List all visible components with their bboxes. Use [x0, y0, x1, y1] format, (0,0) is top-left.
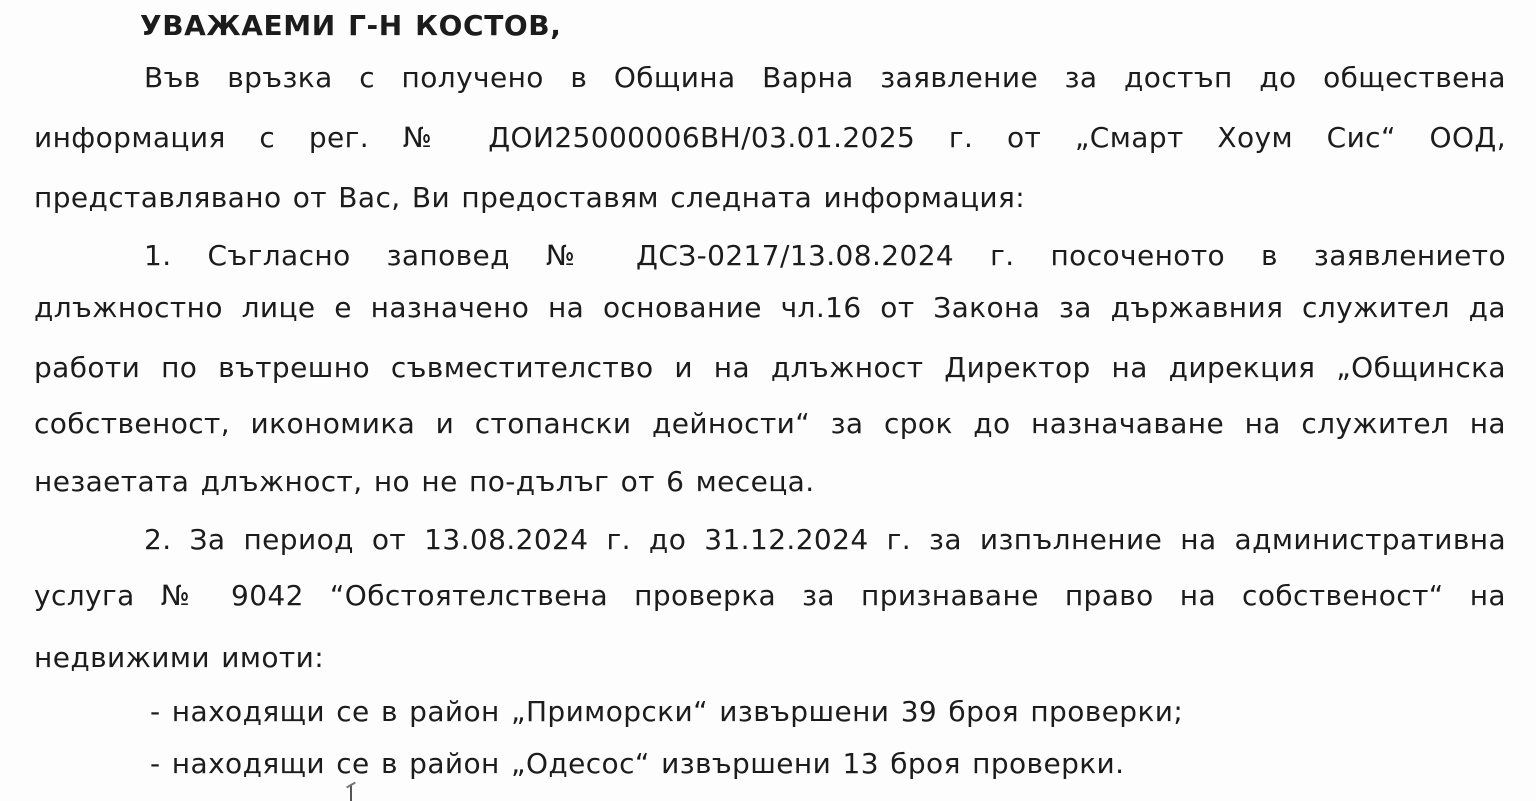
item-1-line-4: собственост, икономика и стопански дейности“ за срок до назначаване на служител на — [34, 407, 1506, 440]
pen-mark — [350, 784, 352, 801]
item-1-line-2: длъжностно лице е назначено на основание чл.16 от Закона за държавния служител да — [34, 291, 1506, 324]
salutation: УВАЖАЕМИ Г-Н КОСТОВ, — [140, 9, 562, 42]
paragraph-intro-line-1: Във връзка с получено в Община Варна заявление за достъп до обществена — [144, 61, 1506, 94]
item-1-line-5: незаетата длъжност, но не по-дълъг от 6 месеца. — [34, 465, 815, 498]
item-2-line-1: 2. За период от 13.08.2024 г. до 31.12.2024 г. за изпълнение на административна — [144, 523, 1506, 556]
paragraph-intro-line-2: информация с рег. № ДОИ25000006ВН/03.01.2025 г. от „Смарт Хоум Сис“ ООД, — [34, 121, 1506, 154]
bullet-primorski: - находящи се в район „Приморски“ извършени 39 броя проверки; — [150, 695, 1184, 728]
item-2-line-3: недвижими имоти: — [34, 641, 325, 674]
item-1-line-3: работи по вътрешно съвместителство и на длъжност Директор на дирекция „Общинска — [34, 351, 1506, 384]
paragraph-intro-line-3: представлявано от Вас, Ви предоставям следната информация: — [34, 181, 1026, 214]
bullet-odesos: - находящи се в район „Одесос“ извършени 13 броя проверки. — [150, 747, 1125, 780]
item-1-line-1: 1. Съгласно заповед № ДСЗ-0217/13.08.2024 г. посоченото в заявлението — [144, 239, 1506, 272]
item-2-line-2: услуга № 9042 “Обстоятелствена проверка за признаване право на собственост“ на — [34, 579, 1506, 612]
